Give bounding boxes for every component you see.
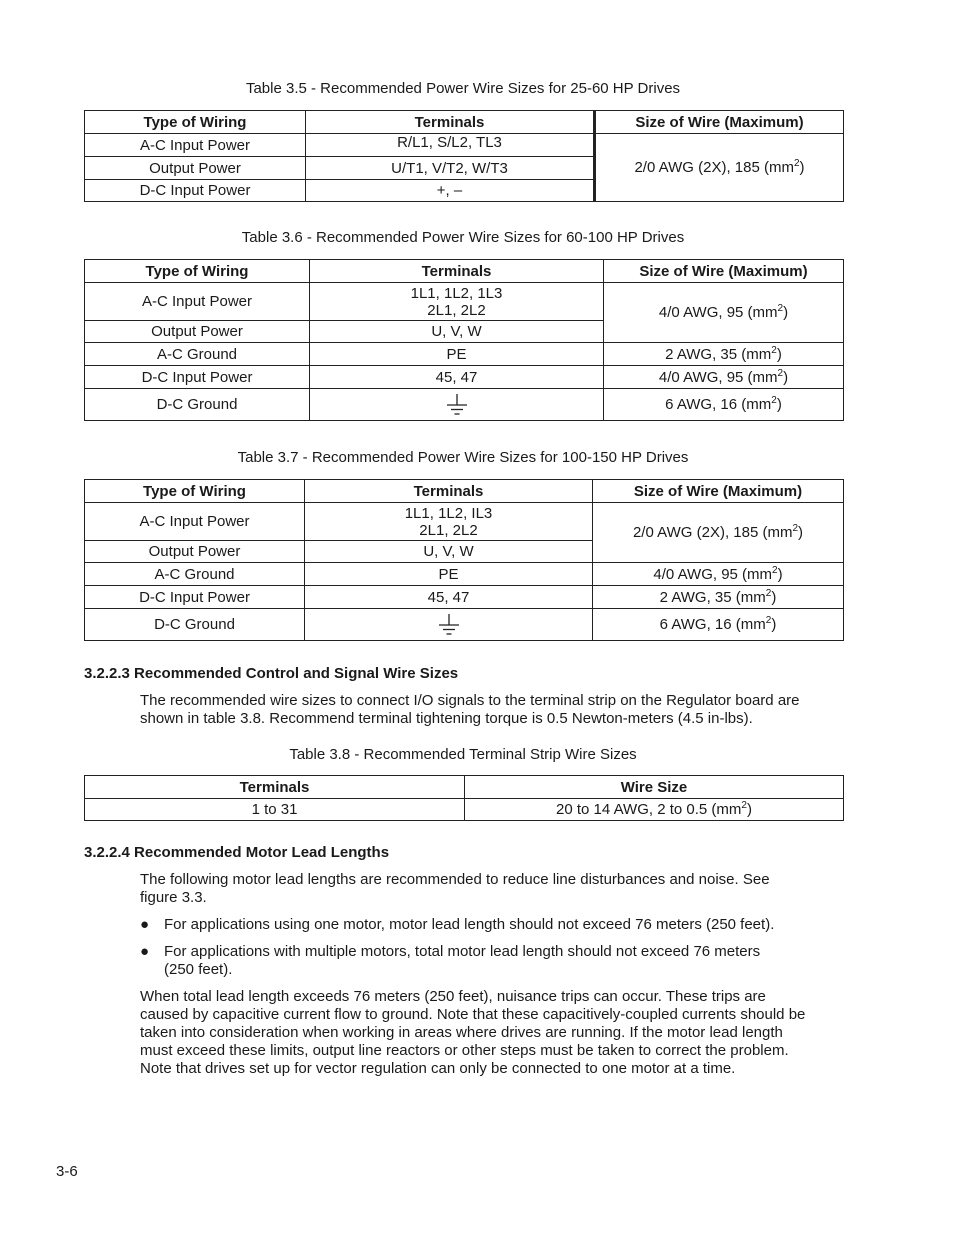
table-row [85, 366, 844, 389]
table-3-6-caption: Table 3.6 - Recommended Power Wire Sizes for 60-100 HP Drives [241, 229, 685, 246]
ground-symbol-icon [446, 393, 468, 417]
cell-terminals: 1L1, 1L2, IL3 2L1, 2L2 [305, 503, 593, 541]
table-row [85, 389, 844, 421]
cell-terminals: 1 to 31 [85, 799, 465, 821]
table-3-6 [84, 259, 844, 421]
cell-size: 6 AWG, 16 $(mm^2)$ [593, 609, 844, 641]
cell-terminals [310, 389, 604, 421]
bullet-icon: ● [140, 916, 150, 933]
header-terminals: Terminals [305, 480, 593, 503]
cell-size: 2 AWG, 35 $(mm^2)$ [593, 586, 844, 609]
cell-type: D-C Input Power [85, 180, 306, 202]
cell-type: A-C Ground [85, 343, 310, 366]
cell-terminals: U, V, W [305, 541, 593, 563]
ground-symbol-icon [438, 613, 460, 637]
section-3-2-2-4-intro: The following motor lead lengths are recommended to reduce line disturbances and noise. See figure 3.3. [140, 871, 770, 906]
table-3-7-caption: Table 3.7 - Recommended Power Wire Sizes for 100-150 HP Drives [237, 449, 689, 466]
header-terminals: Terminals [85, 776, 465, 799]
header-type-of-wiring: Type of Wiring [85, 480, 305, 503]
cell-type: A-C Input Power [85, 503, 305, 541]
header-size-of-wire: Size of Wire (Maximum) [595, 111, 844, 134]
cell-terminals: 45, 47 [305, 586, 593, 609]
cell-terminals: R/L1, S/L2, TL3 [306, 134, 595, 157]
table-row [85, 503, 844, 541]
cell-type: D-C Ground [85, 609, 305, 641]
table-row [85, 586, 844, 609]
cell-terminals: PE [305, 563, 593, 586]
cell-type: D-C Input Power [85, 586, 305, 609]
table-3-8 [84, 775, 844, 821]
section-3-2-2-3-paragraph: The recommended wire sizes to connect I/O signals to the terminal strip on the Regulator board are shown in table 3.8. Recommend terminal tightening torque is 0.5 Newton-meters (4.5 in-lbs). [140, 692, 800, 727]
cell-terminals: 45, 47 [310, 366, 604, 389]
table-row [85, 799, 844, 821]
cell-type: A-C Input Power [85, 283, 310, 321]
table-row [85, 343, 844, 366]
cell-size-merged: 2/0 AWG (2X), 185 $(mm^2)$ [593, 503, 844, 563]
cell-size: 2 AWG, 35 $(mm^2)$ [604, 343, 844, 366]
cell-terminals [305, 609, 593, 641]
bullet-icon: ● [140, 943, 150, 960]
table-3-5-caption: Table 3.5 - Recommended Power Wire Sizes for 25-60 HP Drives [245, 80, 681, 97]
table-row [85, 609, 844, 641]
cell-terminals: U, V, W [310, 321, 604, 343]
cell-type: Output Power [85, 541, 305, 563]
table-3-5 [84, 110, 844, 202]
cell-type: D-C Input Power [85, 366, 310, 389]
cell-type: Output Power [85, 321, 310, 343]
cell-size-merged: 2/0 AWG (2X), 185 $(mm^2)$ [595, 134, 844, 202]
header-type-of-wiring: Type of Wiring [85, 111, 306, 134]
section-3-2-2-4-heading: 3.2.2.4 Recommended Motor Lead Lengths [84, 844, 390, 861]
table-row [85, 134, 844, 157]
cell-type: Output Power [85, 157, 306, 180]
cell-size: 4/0 AWG, 95 $(mm^2)$ [593, 563, 844, 586]
table-3-8-caption: Table 3.8 - Recommended Terminal Strip Wire Sizes [289, 746, 637, 763]
section-3-2-2-4-closing-paragraph: When total lead length exceeds 76 meters (250 feet), nuisance trips can occur. These trips are caused by capacitive current flow to ground. Note that these capacitively-coupled currents should be taken into consideration when working in areas where drives are running. If the motor lead length must exceed these limits, output line reactors or other steps must be taken to correct the problem. Note that drives set up for vector regulation can only be connected to one motor at a time. [140, 988, 806, 1077]
table-3-7 [84, 479, 844, 641]
table-row [85, 283, 844, 321]
list-item: ● For applications using one motor, motor lead length should not exceed 76 meters (250 feet). [140, 916, 775, 933]
cell-terminals: U/T1, V/T2, W/T3 [306, 157, 595, 180]
header-terminals: Terminals [310, 260, 604, 283]
header-wire-size: Wire Size [465, 776, 844, 799]
cell-terminals: PE [310, 343, 604, 366]
cell-wire-size: 20 to 14 AWG, 2 to 0.5 $(mm^2)$ [465, 799, 844, 821]
cell-size: 4/0 AWG, 95 $(mm^2)$ [604, 366, 844, 389]
cell-terminals: 1L1, 1L2, 1L3 2L1, 2L2 [310, 283, 604, 321]
list-item: ● For applications with multiple motors, total motor lead length should not exceed 76 meters (250 feet). [140, 943, 761, 978]
cell-terminals: +, – [306, 180, 595, 202]
cell-type: A-C Ground [85, 563, 305, 586]
header-size-of-wire: Size of Wire (Maximum) [593, 480, 844, 503]
page-number: 3-6 [56, 1163, 78, 1180]
header-type-of-wiring: Type of Wiring [85, 260, 310, 283]
section-3-2-2-3-heading: 3.2.2.3 Recommended Control and Signal Wire Sizes [84, 665, 459, 682]
header-terminals: Terminals [306, 111, 595, 134]
cell-size-merged: 4/0 AWG, 95 $(mm^2)$ [604, 283, 844, 343]
table-row [85, 563, 844, 586]
cell-size: 6 AWG, 16 $(mm^2)$ [604, 389, 844, 421]
cell-type: A-C Input Power [85, 134, 306, 157]
header-size-of-wire: Size of Wire (Maximum) [604, 260, 844, 283]
cell-type: D-C Ground [85, 389, 310, 421]
